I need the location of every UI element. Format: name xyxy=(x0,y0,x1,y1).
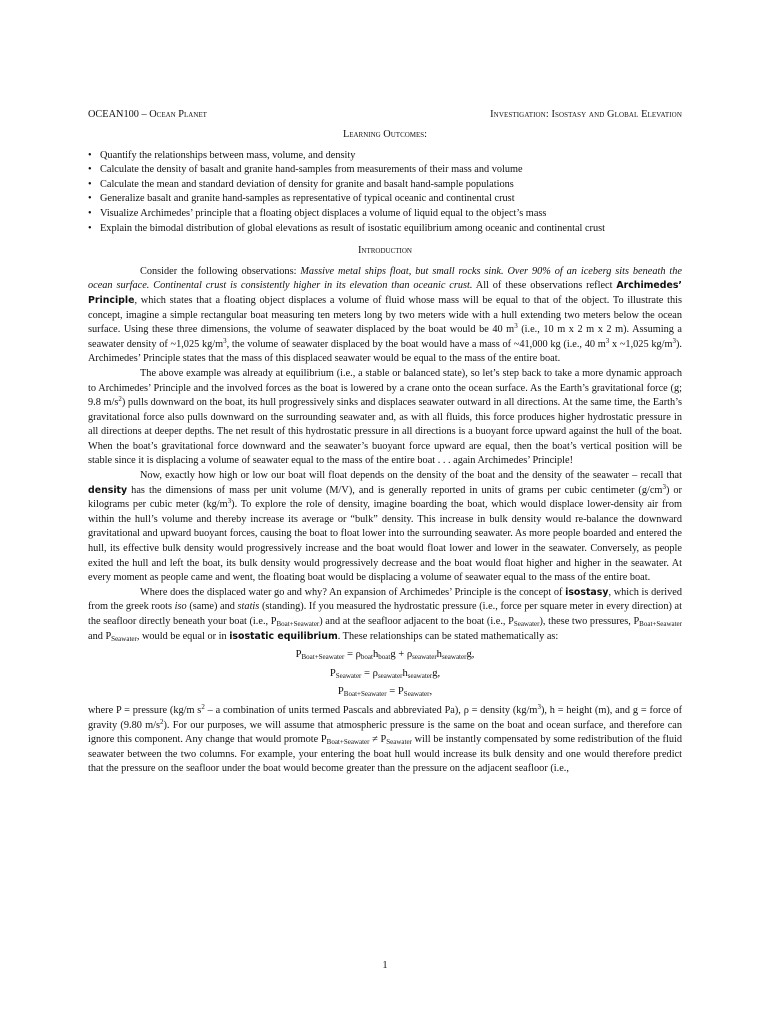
text: (i.e., 10 m x 2 m x 2 m). Assuming a seawater density of ~1,025 kg/m xyxy=(88,324,682,350)
paragraph-isostasy xyxy=(88,586,682,644)
text: ) or kilograms per cubic meter (kg/m xyxy=(88,484,682,511)
eq-symbol: g, xyxy=(432,667,441,679)
text: ). To explore the role of density, imagine boarding the boat, which would displace lower-density air from within the hull’s volume and thereby increase its average or “bulk” density. This increase in bulk density would re-balance the downward gravitational and upward buoyant forces, causing the boat to float lower into the surrounding seawater. As more people boarded and entered the hull, its effective bulk density would progressively increase and the boat would float lower and lower in the seawater. Conversely, as people exited the hull and left the boat, its bulk density would progressively decrease and the boat would float higher and higher in the seawater. At every moment as people came and went, the floating boat would be displacing a volume of seawater equal to the mass of the entire boat. xyxy=(88,499,682,584)
superscript: 2 xyxy=(201,702,205,711)
text: (same) and xyxy=(186,601,238,613)
learning-outcomes-heading: Learning Outcomes: xyxy=(342,129,428,140)
text: All of these observations reflect xyxy=(472,280,617,292)
text: has the dimensions of mass per unit volume (M/V), and is generally reported in units of grams per cubic centimeter (g/cm xyxy=(127,484,663,496)
subscript: seawater xyxy=(407,671,433,680)
eq-symbol: = P xyxy=(386,686,404,698)
subscript: Boat+Seawater xyxy=(276,620,320,628)
text: The above example was already at equilibrium (i.e., a stable or balanced state), so let’s step back to take a more dynamic approach to Archimedes’ Principle and the involved forces as the boat is lowered by a crane onto the ocean surface. As the Earth’s gravitational force (g; 9.8 m/s xyxy=(88,367,682,409)
superscript: 3 xyxy=(662,482,666,491)
superscript: 3 xyxy=(605,336,610,345)
subscript: Seawater xyxy=(403,690,430,699)
subscript: seawater xyxy=(412,653,437,662)
subscript: Seawater xyxy=(386,738,412,747)
subscript: seawater xyxy=(441,653,467,662)
subscript: Boat+Seawater xyxy=(343,690,387,699)
list-item: • Generalize basalt and granite hand-samples as representative of typical oceanic and continental crust xyxy=(88,192,682,207)
term-isostatic-equilibrium: isostatic equilibrium xyxy=(229,630,338,642)
superscript: 2 xyxy=(160,717,164,726)
list-item: • Calculate the mean and standard deviation of density for granite and basalt hand-sample populations xyxy=(88,178,682,193)
list-item: • Explain the bimodal distribution of global elevations as result of isostatic equilibrium among oceanic and continental crust xyxy=(88,222,682,237)
text: and P xyxy=(88,630,112,642)
course-title: OCEAN100 – Ocean Planet xyxy=(88,109,207,120)
paragraph-forces xyxy=(88,367,682,469)
superscript: 3 xyxy=(537,702,541,711)
text: ). For our purposes, we will assume that atmospheric pressure is the same on the boat and ocean surface, and therefore can ignore this component. Any change that would promote P xyxy=(88,719,682,746)
subscript: Boat+Seawater xyxy=(301,653,345,662)
subscript: boat xyxy=(360,653,373,662)
equation-2 xyxy=(88,667,682,682)
eq-symbol: h xyxy=(436,649,442,661)
eq-symbol: g, xyxy=(466,649,475,661)
subscript: Boat+Seawater xyxy=(326,738,370,747)
page-header xyxy=(88,108,682,124)
paragraph-archimedes xyxy=(88,265,682,367)
text: ≠ P xyxy=(369,734,387,746)
text: . These relationships can be stated mathematically as: xyxy=(337,630,559,642)
subscript: Seawater xyxy=(111,634,137,643)
equations-block xyxy=(88,648,682,700)
subscript: Boat+Seawater xyxy=(639,620,682,628)
text: , which states that a floating object displaces a volume of fluid whose mass will be equal to that of the object. To illustrate this concept, imagine a simple rectangular boat measuring ten meters long by two meters wide with a hull extending two meters below the ocean surface. Using these three dimensions, the volume of seawater displaced by the boat would be 40 m xyxy=(88,294,682,336)
equation-3 xyxy=(88,685,682,700)
eq-symbol: h xyxy=(372,649,379,661)
text: Where does the displaced water go and why? An expansion of Archimedes’ Principle is the concept of xyxy=(140,586,566,598)
text: x ~1,025 kg/m xyxy=(609,338,673,350)
text: ), these two pressures, P xyxy=(539,616,640,627)
text: where P = pressure (kg/m s xyxy=(88,704,202,716)
superscript: 3 xyxy=(223,336,227,345)
paragraph-density xyxy=(88,469,682,586)
eq-symbol: h xyxy=(402,667,408,679)
term-isostasy: isostasy xyxy=(565,586,609,598)
superscript: 3 xyxy=(672,336,676,345)
text: Now, exactly how high or low our boat will float depends on the density of the boat and the density of the seawater – recall that xyxy=(140,470,682,482)
investigation-title: Investigation: Isostasy and Global Elevation xyxy=(490,109,682,120)
superscript: 3 xyxy=(514,322,518,331)
text: , the volume of seawater displaced by the boat would have a mass of ~41,000 kg (i.e., 40 m xyxy=(226,338,606,350)
superscript: 2 xyxy=(118,395,122,404)
eq-symbol: g + ρ xyxy=(390,649,413,661)
list-item: • Visualize Archimedes’ principle that a floating object displaces a volume of liquid equal to the object’s mass xyxy=(88,207,682,222)
term-density: density xyxy=(88,484,128,496)
document-page xyxy=(88,108,682,777)
root-statis: statis xyxy=(237,601,260,613)
eq-symbol: = ρ xyxy=(344,649,361,661)
text: (standing). If you measured the hydrostatic pressure (i.e., force per square meter in every direction) at the seafloor directly beneath your boat (i.e., P xyxy=(88,601,682,627)
subscript: boat xyxy=(378,653,391,662)
text: – a combination of units termed Pascals and abbreviated Pa), ρ = density (kg/m xyxy=(204,704,538,716)
eq-symbol: P xyxy=(295,649,302,661)
equation-1 xyxy=(88,648,682,663)
text: ) and at the seafloor adjacent to the boat (i.e., P xyxy=(319,616,514,627)
eq-symbol: P xyxy=(329,667,336,679)
observations-italic: Massive metal ships float, but small rocks sink. Over 90% of an iceberg sits beneath the ocean surface. Continental crust is consistently higher in its elevation than oceanic crust. xyxy=(88,265,682,292)
subscript: Seawater xyxy=(335,671,362,680)
list-item: • Quantify the relationships between mass, volume, and density xyxy=(88,149,682,164)
page-number: 1 xyxy=(382,960,388,971)
text: ) pulls downward on the boat, its hull progressively sinks and displaces seawater outward in all directions. At the same time, the Earth’s gravitational force also pulls downward on the surrounding seawater and, as with all fluids, this force produces higher hydrostatic pressure in all directions at deeper depths. The net result of this hydrostatic pressure in all directions is a buoyant force upward against the hull of the boat. When the boat’s gravitational force downward and the seawater’s buoyant force upward are equal, then the boat’s vertical position will be stable since it is displacing a volume of seawater equal to the mass of the entire boat . . . again Archimedes’ Principle! xyxy=(88,397,682,467)
superscript: 3 xyxy=(227,497,232,506)
paragraph-variables xyxy=(88,704,682,777)
list-item: • Calculate the density of basalt and granite hand-samples from measurements of their mass and volume xyxy=(88,163,682,178)
term-archimedes-principle: Archimedes’ Principle xyxy=(88,280,682,306)
text: ), h = height (m), and g = force of gravity (9.80 m/s xyxy=(88,704,683,731)
eq-symbol: , xyxy=(429,686,433,698)
text: , which is derived from the greek roots xyxy=(88,586,682,613)
text: will be instantly compensated by some redistribution of the fluid seawater between the two columns. For example, your entering the boat hull would increase its bulk density and one would therefore predict that the pressure on the seafloor under the boat would become greater than the pressure on the adjacent seafloor (i.e., xyxy=(88,734,682,775)
eq-symbol: P xyxy=(337,686,344,698)
text: Consider the following observations: xyxy=(140,265,301,277)
learning-outcomes-list xyxy=(88,149,682,237)
introduction-heading: Introduction xyxy=(358,245,412,257)
root-iso: iso xyxy=(174,601,187,613)
text: , would be equal or in xyxy=(136,630,230,642)
text: ). Archimedes’ Principle states that the mass of this displaced seawater would be equal to the mass of the entire boat. xyxy=(88,338,683,365)
eq-symbol: = ρ xyxy=(361,667,378,679)
subscript: seawater xyxy=(377,671,403,680)
subscript: Seawater xyxy=(513,620,540,628)
